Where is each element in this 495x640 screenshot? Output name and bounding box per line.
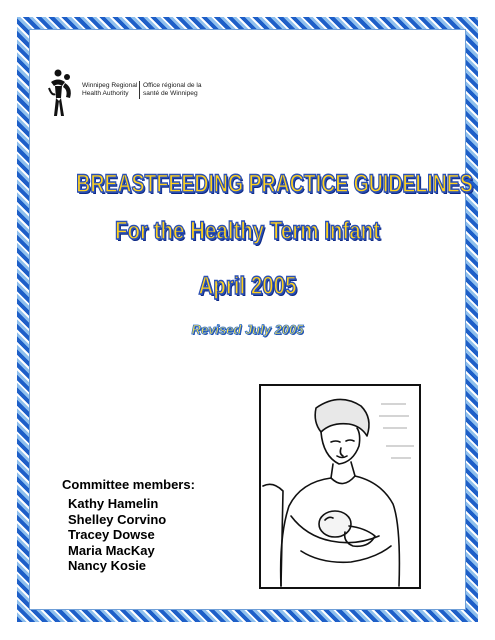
committee-member: Nancy Kosie (68, 558, 147, 573)
committee-heading: Committee members: (62, 477, 195, 492)
organization-name-en (82, 82, 137, 98)
committee-member: Maria MacKay (68, 542, 155, 558)
org-name-fr-line2: santé de Winnipeg (143, 90, 198, 97)
org-name-en-line1: Winnipeg Regional (82, 82, 138, 89)
org-name-en-line2: Health Authority (82, 90, 129, 97)
mother-breastfeeding-drawing-icon (261, 386, 419, 587)
title-line-3: April 2005 (198, 272, 297, 300)
committee-member-list (68, 496, 166, 574)
committee-member: Shelley Corvino (68, 511, 167, 527)
mother-breastfeeding-illustration (259, 384, 421, 589)
revised-date: Revised July 2005 (191, 322, 304, 337)
committee-member: Kathy Hamelin (68, 496, 159, 511)
organization-logo (46, 68, 246, 118)
title-line-2: For the Healthy Term Infant (114, 217, 381, 245)
organization-name-fr (143, 82, 202, 98)
committee-member: Tracey Dowse (68, 527, 155, 542)
wrha-figure-logo-icon (46, 68, 76, 118)
org-name-fr-line1: Office régional de la (143, 82, 202, 89)
logo-divider (139, 81, 140, 99)
title-line-1: BREASTFEEDING PRACTICE GUIDELINES (76, 170, 473, 198)
